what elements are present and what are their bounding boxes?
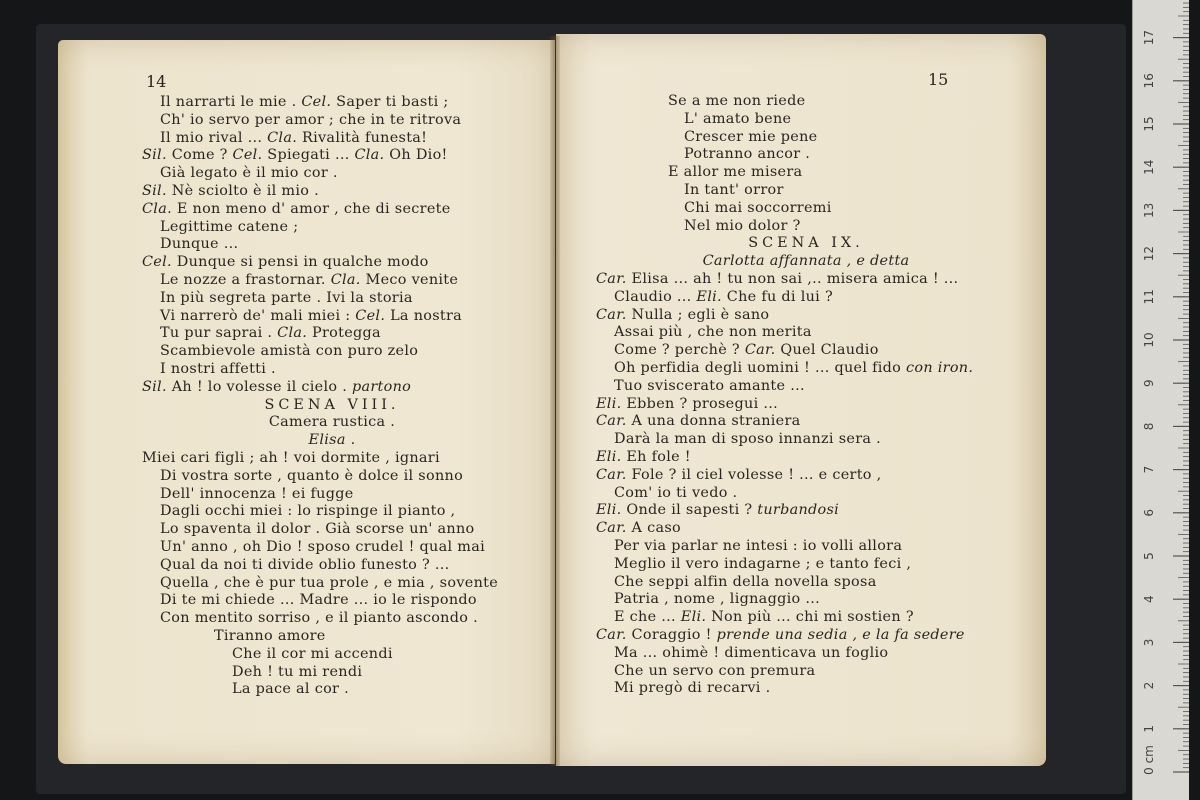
line-text: Saper ti basti ;: [331, 94, 449, 110]
text-line: [596, 378, 1016, 396]
line-text: A caso: [626, 520, 682, 537]
line-text: Come ? perchè ?: [614, 342, 745, 359]
ruler-label: 2: [1142, 681, 1156, 690]
left-page-text: [142, 94, 522, 699]
text-line: [596, 324, 1016, 342]
line-text: La nostra: [385, 307, 463, 324]
line-text: Claudio ...: [614, 288, 697, 305]
italic-text: Cel.: [355, 307, 386, 324]
line-text: Eh fole !: [621, 448, 691, 465]
text-line: [596, 413, 1016, 431]
italic-text: Sil.: [142, 378, 167, 395]
right-page-number: 15: [928, 70, 949, 89]
text-line: [142, 183, 522, 201]
text-line: [596, 485, 1016, 503]
text-line: [142, 628, 522, 646]
italic-text: partono: [351, 378, 412, 395]
line-text: Che un servo con premura: [614, 662, 816, 679]
line-text: Chi mai soccorremi: [684, 199, 832, 216]
text-line: [142, 592, 522, 610]
text-line: [596, 556, 1016, 574]
line-text: Le nozze a frastornar.: [160, 271, 331, 288]
line-text: A una donna straniera: [626, 413, 801, 430]
line-text: Fole ? il ciel volesse ! ... e certo ,: [626, 466, 882, 483]
line-text: Nè sciolto è il mio .: [166, 182, 319, 199]
text-line: [142, 432, 522, 450]
line-text: Nel mio dolor ?: [684, 217, 801, 234]
line-text: Di vostra sorte , quanto è dolce il sonno: [160, 467, 464, 484]
italic-text: Cla.: [142, 200, 172, 217]
ruler-label: 13: [1142, 202, 1156, 219]
line-text: Oh Dio!: [384, 147, 448, 164]
text-line: [142, 450, 522, 468]
line-text: Dunque ...: [160, 236, 239, 253]
text-line: [596, 538, 1016, 556]
line-text: E non meno d' amor , che di secrete: [171, 200, 451, 217]
line-text: Patria , nome , lignaggio ...: [614, 591, 820, 608]
text-line: [596, 307, 1016, 325]
line-text: Quella , che è pur tua prole , e mia , sovente: [160, 574, 499, 591]
line-text: Il narrarti le mie .: [160, 94, 302, 110]
book-gutter: [550, 36, 560, 766]
line-text: Elisa ... ah ! tu non sai ,.. misera amica ! ...: [626, 270, 959, 287]
italic-text: Sil.: [142, 147, 167, 164]
text-line: [596, 467, 1016, 485]
text-line: [142, 664, 522, 682]
italic-text: Car.: [596, 466, 627, 483]
line-text: Ebben ? prosegui ...: [621, 395, 778, 412]
scene-heading: [596, 235, 1016, 253]
text-line: [596, 200, 1016, 218]
line-text: Com' io ti vedo .: [614, 484, 738, 501]
text-line: [596, 182, 1016, 200]
text-line: [142, 646, 522, 664]
ruler-label: 16: [1142, 73, 1156, 89]
line-text: Onde il sapesti ?: [621, 502, 758, 519]
italic-text: Car.: [596, 520, 627, 537]
ruler-label: 9: [1142, 379, 1156, 388]
line-text: Ma ... ohimè ! dimenticava un foglio: [614, 644, 889, 661]
line-text: Mi pregò di recarvi .: [614, 680, 771, 697]
ruler-label: 1: [1142, 724, 1156, 733]
text-line: [596, 253, 1016, 271]
ruler-label: 7: [1142, 465, 1156, 474]
text-line: [142, 361, 522, 379]
ruler-label: 5: [1142, 552, 1156, 560]
text-line: [142, 94, 522, 112]
text-line: [596, 164, 1016, 182]
line-text: Oh perfidia degli uomini ! ... quel fido: [614, 359, 906, 376]
italic-text: Carlotta affannata , e detta: [702, 253, 910, 270]
right-page-text: [596, 93, 1016, 698]
line-text: Deh ! tu mi rendi: [232, 663, 363, 680]
italic-text: Eli.: [596, 448, 622, 465]
line-text: Un' anno , oh Dio ! sposo crudel ! qual mai: [160, 538, 485, 555]
italic-text: turbandosi: [757, 502, 840, 519]
line-text: Tuo sviscerato amante ...: [614, 377, 805, 394]
text-line: [142, 681, 522, 699]
left-page-number: 14: [146, 72, 167, 91]
text-line: [142, 201, 522, 219]
line-text: Già legato è il mio cor .: [160, 165, 338, 182]
italic-text: Car.: [596, 413, 627, 430]
line-text: Per via parlar ne intesi : io volli allora: [614, 537, 903, 554]
line-text: In tant' orror: [684, 181, 784, 198]
italic-text: con iron.: [906, 359, 974, 376]
text-line: [142, 325, 522, 343]
ruler-label: 17: [1142, 29, 1156, 46]
line-text: Con mentito sorriso , e il pianto ascondo .: [160, 610, 478, 627]
text-line: [142, 254, 522, 272]
line-text: Ch' io servo per amor ; che in te ritrova: [160, 111, 462, 128]
ruler-label: 15: [1142, 116, 1156, 132]
text-line: [596, 111, 1016, 129]
text-line: [142, 379, 522, 397]
line-text: Che fu di lui ?: [721, 288, 833, 305]
measurement-ruler: [1132, 0, 1189, 800]
line-text: Coraggio !: [626, 626, 717, 643]
text-line: [142, 308, 522, 326]
ruler-label: 14: [1142, 159, 1156, 175]
text-line: [596, 342, 1016, 360]
ruler-ticks: [1133, 0, 1189, 800]
text-line: [142, 130, 522, 148]
italic-text: Car.: [596, 270, 627, 287]
italic-text: Cla.: [354, 147, 385, 164]
text-line: [142, 112, 522, 130]
text-line: [142, 539, 522, 557]
line-text: SCENA IX.: [748, 235, 864, 252]
text-line: [142, 219, 522, 237]
line-text: Che seppi alfin della novella sposa: [614, 573, 877, 590]
text-line: [596, 289, 1016, 307]
ruler-label: 10: [1142, 332, 1156, 348]
line-text: Crescer mie pene: [684, 128, 818, 145]
line-text: Protegga: [307, 325, 381, 342]
text-line: [596, 218, 1016, 236]
text-line: [596, 129, 1016, 147]
line-text: E che ...: [614, 609, 681, 626]
text-line: [596, 663, 1016, 681]
italic-text: prende una sedia , e la fa sedere: [716, 626, 965, 643]
scene-heading: [142, 397, 522, 415]
text-line: [596, 360, 1016, 378]
line-text: Che il cor mi accendi: [232, 645, 393, 662]
text-line: [142, 165, 522, 183]
italic-text: Cel.: [301, 94, 332, 110]
text-line: [142, 575, 522, 593]
text-line: [142, 557, 522, 575]
line-text: L' amato bene: [684, 110, 792, 127]
ruler-label: 11: [1142, 289, 1156, 305]
line-text: In più segreta parte . Ivi la storia: [160, 289, 413, 306]
text-line: [142, 272, 522, 290]
text-line: [142, 503, 522, 521]
line-text: Come ?: [166, 147, 233, 164]
italic-text: Cel.: [232, 147, 263, 164]
italic-text: Car.: [596, 306, 627, 323]
line-text: Dagli occhi miei : lo rispinge il pianto ,: [160, 503, 456, 520]
line-text: Dunque si pensi in qualche modo: [171, 254, 429, 271]
ruler-label: 4: [1142, 595, 1156, 604]
italic-text: Eli.: [596, 395, 622, 412]
line-text: E allor me misera: [668, 164, 803, 181]
line-text: SCENA VIII.: [264, 396, 400, 413]
line-text: Legittime catene ;: [160, 218, 299, 235]
text-line: [596, 591, 1016, 609]
line-text: Darà la man di sposo innanzi sera .: [614, 431, 882, 448]
italic-text: Cla.: [277, 325, 308, 342]
text-line: [142, 521, 522, 539]
ruler-label: 3: [1142, 638, 1156, 647]
italic-text: Sil.: [142, 182, 167, 199]
line-text: La pace al cor .: [232, 681, 349, 698]
text-line: [142, 610, 522, 628]
text-line: [142, 343, 522, 361]
ruler-label: 12: [1142, 245, 1156, 262]
ruler-label: 6: [1142, 508, 1156, 517]
text-line: [142, 414, 522, 432]
italic-text: Eli.: [680, 609, 707, 626]
line-text: Miei cari figli ; ah ! voi dormite , ignari: [142, 449, 440, 466]
text-line: [596, 574, 1016, 592]
text-line: [596, 431, 1016, 449]
italic-text: Eli.: [696, 288, 722, 305]
line-text: Tiranno amore: [214, 627, 326, 644]
line-text: Rivalità funesta!: [297, 129, 428, 146]
line-text: Tu pur saprai .: [160, 325, 278, 342]
text-line: [596, 627, 1016, 645]
line-text: Scambievole amistà con puro zelo: [160, 343, 419, 360]
line-text: Nulla ; egli è sano: [626, 306, 770, 323]
text-line: [596, 645, 1016, 663]
text-line: [596, 271, 1016, 289]
text-line: [142, 290, 522, 308]
line-text: Dell' innocenza ! ei fugge: [160, 485, 354, 502]
line-text: Qual da noi ti divide oblio funesto ? ...: [160, 556, 450, 573]
italic-text: Car.: [744, 342, 776, 359]
line-text: Camera rustica .: [268, 414, 396, 431]
text-line: [596, 396, 1016, 414]
line-text: Potranno ancor .: [684, 146, 811, 163]
line-text: Il mio rival ...: [160, 129, 268, 146]
line-text: Meglio il vero indagarne ; e tanto feci ,: [614, 555, 912, 572]
text-line: [142, 236, 522, 254]
ruler-label: 8: [1142, 422, 1156, 431]
text-line: [142, 468, 522, 486]
text-line: [596, 93, 1016, 111]
text-line: [596, 609, 1016, 627]
italic-text: Cla.: [330, 271, 361, 288]
line-text: Vi narrerò de' mali miei :: [160, 307, 356, 324]
text-line: [596, 520, 1016, 538]
text-line: [596, 502, 1016, 520]
line-text: Ah ! lo volesse il cielo .: [166, 378, 352, 395]
italic-text: Eli.: [596, 502, 622, 519]
text-line: [142, 486, 522, 504]
line-text: Non più ... chi mi sostien ?: [706, 609, 914, 626]
text-line: [596, 146, 1016, 164]
line-text: Assai più , che non merita: [614, 324, 812, 341]
line-text: Spiegati ...: [262, 147, 355, 164]
text-line: [596, 449, 1016, 467]
line-text: Di te mi chiede ... Madre ... io le rispondo: [160, 592, 477, 609]
line-text: I nostri affetti .: [160, 360, 276, 377]
italic-text: Elisa .: [308, 432, 356, 449]
ruler-label: 0 cm: [1142, 745, 1156, 775]
text-line: [142, 147, 522, 165]
line-text: Quel Claudio: [775, 342, 879, 359]
italic-text: Cel.: [142, 254, 172, 271]
italic-text: Car.: [596, 626, 627, 643]
line-text: Lo spaventa il dolor . Già scorse un' anno: [160, 521, 475, 538]
line-text: Se a me non riede: [668, 93, 806, 109]
text-line: [596, 680, 1016, 698]
italic-text: Cla.: [267, 129, 298, 146]
line-text: Meco venite: [360, 271, 459, 288]
